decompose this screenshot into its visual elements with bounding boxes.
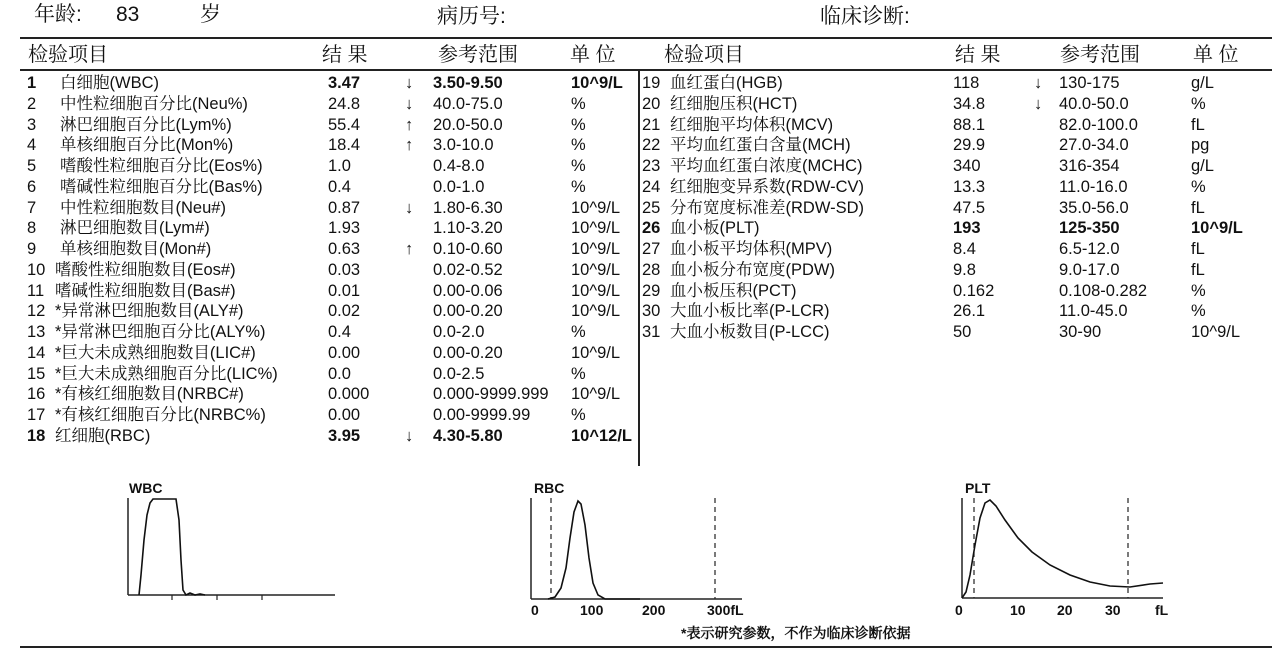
reference-range: 82.0-100.0: [1059, 115, 1138, 134]
unit: %: [1191, 302, 1206, 321]
footnote: *表示研究参数，不作为临床诊断依据: [681, 625, 911, 641]
test-name: 红细胞变异系数(RDW-CV): [670, 177, 865, 196]
row-number: 25: [642, 198, 661, 217]
col-result-left: 结 果: [322, 44, 368, 66]
row-number: 4: [27, 136, 37, 155]
test-name: 单核细胞百分比(Mon%): [60, 136, 234, 155]
table-row: [0, 115, 1280, 136]
reference-range: 40.0-50.0: [1059, 94, 1129, 113]
unit: %: [571, 157, 586, 175]
reference-range: 11.0-45.0: [1059, 302, 1128, 321]
abnormal-flag: ↑: [405, 115, 414, 134]
row-number: 19: [642, 74, 661, 92]
row-number: 23: [642, 157, 661, 175]
result-value: 0.4: [328, 177, 351, 196]
row-number: 14: [27, 343, 46, 362]
table-row: [0, 260, 1280, 281]
result-value: 0.87: [328, 198, 361, 217]
result-value: 55.4: [328, 115, 361, 134]
table-row: [0, 218, 1280, 239]
row-number: 22: [642, 136, 661, 155]
reference-range: 0.0-2.0: [433, 323, 485, 341]
row-number: 3: [27, 115, 37, 134]
reference-range: 40.0-75.0: [433, 94, 503, 113]
table-row: [0, 239, 1280, 260]
reference-range: 0.02-0.52: [433, 260, 503, 279]
result-value: 0.000: [328, 385, 370, 404]
rbc-histogram-label: RBC: [534, 480, 565, 496]
reference-range: 0.000-9999.999: [433, 385, 549, 404]
row-number: 26: [642, 219, 661, 238]
result-value: 18.4: [328, 136, 361, 155]
result-value: 193: [953, 219, 981, 238]
test-name: 淋巴细胞百分比(Lym%): [60, 115, 232, 134]
test-name: 血小板压积(PCT): [670, 281, 797, 300]
row-number: 6: [27, 177, 37, 196]
result-value: 26.1: [953, 302, 986, 321]
unit: fL: [1191, 115, 1205, 134]
abnormal-flag: ↓: [1034, 74, 1043, 92]
test-name: 嗜酸性粒细胞百分比(Eos%): [60, 157, 263, 175]
unit: %: [1191, 94, 1206, 113]
table-row: [0, 177, 1280, 198]
reference-range: 1.80-6.30: [433, 198, 503, 217]
result-value: 8.4: [953, 240, 976, 258]
reference-range: 0.0-1.0: [433, 177, 485, 196]
row-number: 29: [642, 281, 661, 300]
col-range-left: 参考范围: [438, 44, 518, 66]
test-name: *异常淋巴细胞数目(ALY#): [55, 302, 244, 321]
table-row: [0, 343, 1280, 364]
unit: %: [571, 136, 586, 155]
test-name: 红细胞压积(HCT): [670, 94, 798, 113]
col-unit-left: 单 位: [570, 44, 616, 66]
test-name: 白细胞(WBC): [60, 74, 159, 92]
test-name: 大血小板比率(P-LCR): [670, 302, 830, 321]
col-item-right: 检验项目: [664, 44, 744, 66]
unit: 10^9/L: [1191, 219, 1243, 238]
row-number: 9: [27, 240, 37, 258]
unit: 10^9/L: [571, 385, 621, 404]
result-value: 0.0: [328, 364, 351, 383]
row-number: 28: [642, 260, 661, 279]
reference-range: 316-354: [1059, 157, 1120, 175]
result-value: 1.93: [328, 219, 361, 238]
table-row: [0, 73, 1280, 94]
wbc-histogram: [128, 498, 335, 600]
header-divider: [20, 37, 1272, 39]
test-name: 大血小板数目(P-LCC): [670, 323, 830, 341]
unit: %: [571, 406, 586, 424]
rbc-tick-300: 300fL: [707, 602, 744, 618]
unit: 10^9/L: [571, 198, 621, 217]
reference-range: 0.00-0.20: [433, 343, 503, 362]
unit: 10^9/L: [571, 260, 621, 279]
result-value: 3.95: [328, 426, 361, 445]
abnormal-flag: ↓: [405, 74, 414, 92]
unit: 10^9/L: [571, 281, 621, 300]
row-number: 24: [642, 177, 661, 196]
row-number: 5: [27, 157, 37, 175]
unit: fL: [1191, 198, 1205, 217]
clinical-diagnosis-label: 临床诊断:: [820, 5, 910, 28]
abnormal-flag: ↓: [405, 198, 414, 217]
row-number: 12: [27, 302, 46, 321]
row-number: 17: [27, 406, 46, 424]
row-number: 18: [27, 426, 46, 445]
test-name: 嗜酸性粒细胞数目(Eos#): [55, 260, 236, 279]
col-range-right: 参考范围: [1060, 44, 1140, 66]
reference-range: 3.50-9.50: [433, 74, 503, 92]
unit: %: [571, 115, 586, 134]
row-number: 27: [642, 240, 661, 258]
table-row: [0, 405, 1280, 426]
result-value: 0.4: [328, 323, 351, 341]
unit: pg: [1191, 136, 1210, 155]
unit: 10^9/L: [1191, 323, 1241, 341]
result-value: 0.63: [328, 240, 361, 258]
reference-range: 11.0-16.0: [1059, 177, 1128, 196]
unit: 10^12/L: [571, 426, 633, 445]
test-name: 血小板分布宽度(PDW): [670, 260, 835, 279]
result-value: 47.5: [953, 198, 986, 217]
result-value: 24.8: [328, 94, 361, 113]
test-name: 红细胞平均体积(MCV): [670, 115, 834, 134]
test-name: 血小板平均体积(MPV): [670, 240, 833, 258]
plt-tick-10: 10: [1010, 602, 1026, 618]
test-name: *有核红细胞数目(NRBC#): [55, 385, 244, 404]
row-number: 8: [27, 219, 37, 238]
table-row: [0, 94, 1280, 115]
row-number: 13: [27, 323, 46, 341]
table-row: [0, 198, 1280, 219]
reference-range: 130-175: [1059, 74, 1120, 92]
result-value: 118: [953, 74, 980, 92]
plt-tick-fl: fL: [1155, 602, 1169, 618]
reference-range: 0.0-2.5: [433, 364, 485, 383]
test-name: 血小板(PLT): [670, 219, 760, 238]
reference-range: 3.0-10.0: [433, 136, 494, 155]
result-value: 340: [953, 157, 981, 175]
row-number: 11: [27, 281, 45, 300]
unit: %: [1191, 281, 1206, 300]
record-number-label: 病历号:: [437, 5, 506, 28]
unit: g/L: [1191, 157, 1214, 175]
reference-range: 27.0-34.0: [1059, 136, 1129, 155]
test-name: *有核红细胞百分比(NRBC%): [55, 406, 266, 424]
table-row: [0, 301, 1280, 322]
table-row: [0, 322, 1280, 343]
unit: 10^9/L: [571, 343, 621, 362]
reference-range: 30-90: [1059, 323, 1102, 341]
abnormal-flag: ↓: [1034, 94, 1043, 113]
result-value: 1.0: [328, 157, 351, 175]
bottom-divider: [20, 646, 1272, 648]
col-item-left: 检验项目: [28, 44, 108, 66]
reference-range: 0.4-8.0: [433, 157, 485, 175]
reference-range: 6.5-12.0: [1059, 240, 1120, 258]
row-number: 30: [642, 302, 661, 321]
unit: %: [1191, 177, 1206, 196]
rbc-histogram: [531, 498, 742, 599]
unit: 10^9/L: [571, 240, 621, 258]
row-number: 2: [27, 94, 37, 113]
test-name: 平均血红蛋白浓度(MCHC): [670, 157, 863, 175]
plt-tick-30: 30: [1105, 602, 1121, 618]
abnormal-flag: ↓: [405, 94, 414, 113]
row-number: 1: [27, 74, 37, 92]
rbc-tick-200: 200: [642, 602, 666, 618]
row-number: 10: [27, 260, 46, 279]
column-header-underline: [20, 69, 1272, 71]
abnormal-flag: ↑: [405, 240, 414, 258]
test-name: *巨大未成熟细胞百分比(LIC%): [55, 364, 278, 383]
unit: g/L: [1191, 74, 1214, 92]
result-value: 0.01: [328, 281, 361, 300]
table-row: [0, 384, 1280, 405]
table-row: [0, 135, 1280, 156]
reference-range: 0.00-0.06: [433, 281, 503, 300]
plt-histogram: [962, 498, 1163, 598]
reference-range: 125-350: [1059, 219, 1120, 238]
plt-tick-0: 0: [955, 602, 963, 618]
unit: %: [571, 94, 586, 113]
result-value: 3.47: [328, 74, 361, 92]
age-value: 83: [116, 3, 140, 26]
row-number: 31: [642, 323, 661, 341]
result-value: 50: [953, 323, 972, 341]
rbc-tick-100: 100: [580, 602, 604, 618]
reference-range: 20.0-50.0: [433, 115, 503, 134]
table-row: [0, 281, 1280, 302]
result-value: 0.02: [328, 302, 361, 321]
test-name: 单核细胞数目(Mon#): [60, 240, 212, 258]
reference-range: 1.10-3.20: [433, 219, 503, 238]
table-row: [0, 156, 1280, 177]
row-number: 15: [27, 364, 46, 383]
test-name: 血红蛋白(HGB): [670, 74, 783, 92]
result-value: 88.1: [953, 115, 986, 134]
test-name: 红细胞(RBC): [55, 426, 151, 445]
result-value: 29.9: [953, 136, 986, 155]
plt-tick-20: 20: [1057, 602, 1073, 618]
unit: %: [571, 323, 586, 341]
result-value: 0.00: [328, 343, 361, 362]
result-value: 0.00: [328, 406, 361, 424]
result-value: 34.8: [953, 94, 986, 113]
result-value: 9.8: [953, 260, 976, 279]
test-name: 淋巴细胞数目(Lym#): [60, 219, 210, 238]
unit: 10^9/L: [571, 302, 621, 321]
unit: %: [571, 364, 586, 383]
reference-range: 9.0-17.0: [1059, 260, 1120, 279]
rbc-tick-0: 0: [531, 602, 539, 618]
reference-range: 35.0-56.0: [1059, 198, 1129, 217]
row-number: 20: [642, 94, 661, 113]
test-name: *异常淋巴细胞百分比(ALY%): [55, 323, 266, 341]
test-name: 嗜碱性粒细胞百分比(Bas%): [60, 177, 263, 196]
abnormal-flag: ↓: [405, 426, 414, 445]
result-value: 13.3: [953, 177, 986, 196]
unit: fL: [1191, 260, 1205, 279]
age-unit: 岁: [200, 3, 221, 26]
wbc-histogram-label: WBC: [129, 480, 163, 496]
test-name: 中性粒细胞百分比(Neu%): [60, 94, 248, 113]
unit: fL: [1191, 240, 1205, 258]
row-number: 16: [27, 385, 46, 404]
row-number: 21: [642, 115, 661, 134]
reference-range: 0.00-9999.99: [433, 406, 531, 424]
col-unit-right: 单 位: [1193, 44, 1239, 66]
test-name: *巨大未成熟细胞数目(LIC#): [55, 343, 256, 362]
table-row: [0, 426, 1280, 447]
test-name: 平均血红蛋白含量(MCH): [670, 136, 851, 155]
abnormal-flag: ↑: [405, 136, 414, 155]
reference-range: 0.10-0.60: [433, 240, 503, 258]
reference-range: 0.00-0.20: [433, 302, 503, 321]
test-name: 分布宽度标准差(RDW-SD): [670, 198, 865, 217]
table-row: [0, 364, 1280, 385]
reference-range: 0.108-0.282: [1059, 281, 1148, 300]
unit: 10^9/L: [571, 219, 621, 238]
result-value: 0.03: [328, 260, 361, 279]
test-name: 嗜碱性粒细胞数目(Bas#): [55, 281, 236, 300]
age-label: 年龄:: [34, 3, 82, 26]
plt-histogram-label: PLT: [965, 480, 991, 496]
reference-range: 4.30-5.80: [433, 426, 503, 445]
unit: 10^9/L: [571, 74, 623, 92]
unit: %: [571, 177, 586, 196]
test-name: 中性粒细胞数目(Neu#): [60, 198, 226, 217]
row-number: 7: [27, 198, 37, 217]
col-result-right: 结 果: [955, 44, 1001, 66]
result-value: 0.162: [953, 281, 995, 300]
